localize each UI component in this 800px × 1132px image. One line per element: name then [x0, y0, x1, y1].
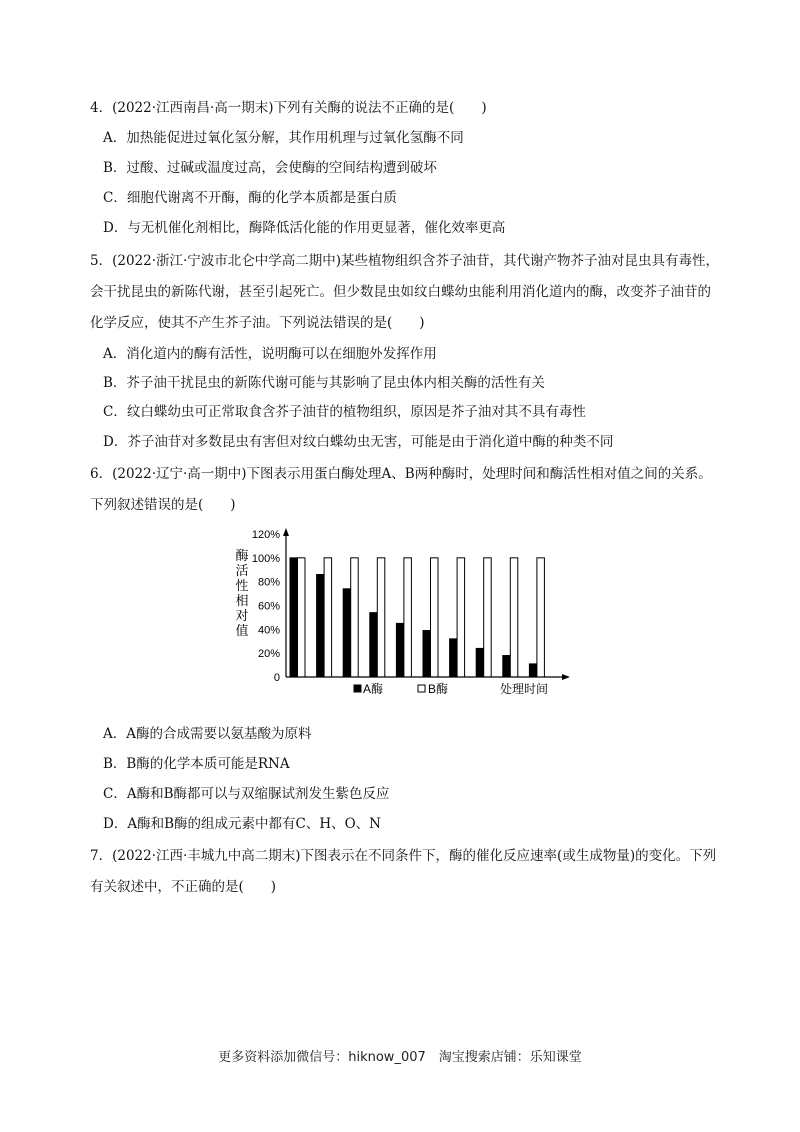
q4-option-d: D．与无机催化剂相比，酶降低活化能的作用更显著，催化效率更高 — [103, 220, 506, 236]
q7-stem-line1: 7．(2022·江西·丰城九中高二期末)下图表示在不同条件下，酶的催化反应速率(或生成物量)的变化。下列 — [90, 848, 717, 864]
y-axis-label-char: 对 — [235, 609, 249, 624]
y-tick-label: 100% — [251, 552, 280, 565]
bar-a-enzyme — [290, 558, 298, 677]
legend-swatch-a — [354, 685, 361, 692]
q6-option-b: B．B酶的化学本质可能是RNA — [103, 756, 290, 772]
q7-stem-line2: 有关叙述中，不正确的是( ) — [90, 879, 277, 895]
q5-option-d: D．芥子油苷对多数昆虫有害但对纹白蝶幼虫无害，可能是由于消化道中酶的种类不同 — [103, 434, 614, 450]
q5-stem-line3: 化学反应，使其不产生芥子油。下列说法错误的是( ) — [90, 315, 425, 331]
bar-b-enzyme — [510, 558, 518, 677]
bar-a-enzyme — [317, 575, 325, 677]
x-axis-label: 处理时间 — [500, 682, 549, 696]
y-axis-label-char: 酶 — [235, 549, 249, 564]
bar-a-enzyme — [343, 589, 351, 677]
q6-option-d: D．A酶和B酶的组成元素中都有C、H、O、N — [103, 816, 381, 832]
q6-stem-line2: 下列叙述错误的是( ) — [90, 497, 236, 513]
q5-stem-line1: 5．(2022·浙江·宁波市北仑中学高二期中)某些植物组织含芥子油苷，其代谢产物芥子油对昆虫具有毒性， — [90, 253, 720, 269]
q5-option-c: C．纹白蝶幼虫可正常取食含芥子油苷的植物组织，原因是芥子油对其不具有毒性 — [103, 404, 586, 420]
bar-b-enzyme — [431, 558, 439, 677]
bar-b-enzyme — [404, 558, 412, 677]
y-axis-label-char: 性 — [235, 579, 249, 594]
y-tick-label: 20% — [257, 648, 280, 661]
bar-a-enzyme — [503, 656, 511, 677]
y-tick-label: 0 — [273, 672, 280, 684]
bar-b-enzyme — [377, 558, 385, 677]
legend-label-b: B酶 — [428, 682, 449, 696]
q4-option-c: C．细胞代谢离不开酶，酶的化学本质都是蛋白质 — [103, 190, 397, 206]
bar-a-enzyme — [370, 613, 378, 677]
bar-b-enzyme — [351, 558, 359, 677]
y-axis-label-char: 活 — [235, 564, 249, 579]
q5-option-a: A．消化道内的酶有活性，说明酶可以在细胞外发挥作用 — [103, 346, 437, 362]
q5-option-b: B．芥子油干扰昆虫的新陈代谢可能与其影响了昆虫体内相关酶的活性有关 — [103, 375, 545, 391]
bar-b-enzyme — [298, 558, 306, 677]
bar-a-enzyme — [423, 631, 431, 677]
q4-option-b: B．过酸、过碱或温度过高，会使酶的空间结构遭到破坏 — [103, 160, 437, 176]
bar-a-enzyme — [450, 639, 458, 677]
q5-stem-line2: 会干扰昆虫的新陈代谢，甚至引起死亡。但少数昆虫如纹白蝶幼虫能利用消化道内的酶，改变芥子油苷的 — [90, 284, 711, 300]
q4-stem: 4．(2022·江西南昌·高一期末)下列有关酶的说法不正确的是( ) — [90, 100, 487, 116]
y-tick-label: 60% — [257, 600, 280, 613]
q6-option-a: A．A酶的合成需要以氨基酸为原料 — [103, 726, 312, 742]
bar-a-enzyme — [529, 664, 537, 677]
x-axis-arrow — [562, 674, 570, 680]
q4-option-a: A．加热能促进过氧化氢分解，其作用机理与过氧化氢酶不同 — [103, 130, 464, 146]
bar-b-enzyme — [457, 558, 465, 677]
y-axis-label-char: 值 — [235, 624, 249, 639]
q6-stem-line1: 6．(2022·辽宁·高一期中)下图表示用蛋白酶处理A、B两种酶时，处理时间和酶活性相对值之间的关系。 — [90, 466, 712, 482]
enzyme-activity-chart — [228, 522, 578, 702]
legend-label-a: A酶 — [363, 682, 384, 696]
y-tick-label: 120% — [251, 529, 280, 541]
bar-b-enzyme — [484, 558, 492, 677]
y-axis-arrow — [283, 528, 289, 536]
y-tick-label: 40% — [257, 624, 280, 637]
bar-b-enzyme — [537, 558, 545, 677]
footer-note: 更多资料添加微信号：hiknow_007 淘宝搜索店铺：乐知课堂 — [218, 1050, 582, 1065]
y-axis-label-char: 相 — [235, 594, 249, 609]
bar-b-enzyme — [324, 558, 332, 677]
bar-a-enzyme — [396, 623, 404, 677]
legend-swatch-b — [418, 685, 425, 692]
y-tick-label: 80% — [257, 576, 280, 589]
q6-option-c: C．A酶和B酶都可以与双缩脲试剂发生紫色反应 — [103, 786, 390, 802]
bar-a-enzyme — [476, 648, 484, 677]
